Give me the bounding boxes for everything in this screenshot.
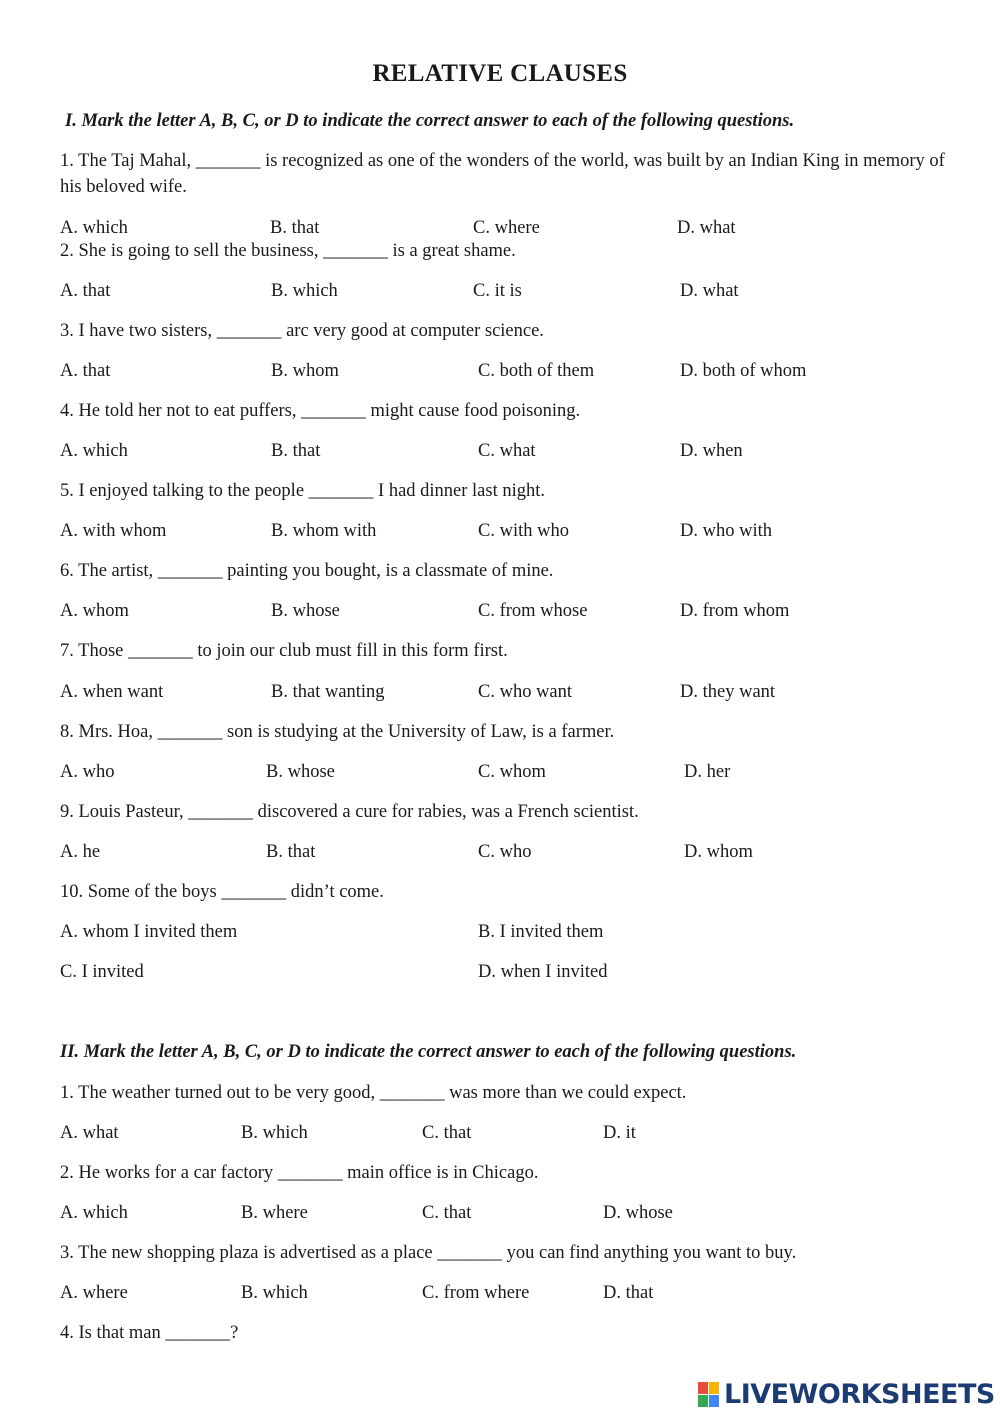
option-1-7-b[interactable]: B. that wanting <box>271 682 385 702</box>
question-1-2: 2. She is going to sell the business, _______ is a great shame. <box>60 241 516 261</box>
option-1-10-b[interactable]: B. I invited them <box>478 922 604 942</box>
option-2-2-d[interactable]: D. whose <box>603 1203 673 1223</box>
option-1-8-b[interactable]: B. whose <box>266 762 335 782</box>
option-1-5-a[interactable]: A. with whom <box>60 521 167 541</box>
option-2-1-b[interactable]: B. which <box>241 1123 308 1143</box>
option-1-7-d[interactable]: D. they want <box>680 682 776 702</box>
option-1-6-a[interactable]: A. whom <box>60 601 129 621</box>
option-2-3-c[interactable]: C. from where <box>422 1283 530 1303</box>
option-1-5-b[interactable]: B. whom with <box>271 521 377 541</box>
option-1-1-a[interactable]: A. which <box>60 218 128 238</box>
question-1-6: 6. The artist, _______ painting you bought, is a classmate of mine. <box>60 561 554 581</box>
option-1-8-c[interactable]: C. whom <box>478 762 546 782</box>
option-2-3-d[interactable]: D. that <box>603 1283 654 1303</box>
option-1-9-a[interactable]: A. he <box>60 842 101 862</box>
option-1-3-d[interactable]: D. both of whom <box>680 361 807 381</box>
option-1-6-c[interactable]: C. from whose <box>478 601 588 621</box>
question-1-1: 1. The Taj Mahal, _______ is recognized as one of the wonders of the world, was built by an Indian King in memory of his beloved wife. <box>60 151 945 197</box>
option-2-3-a[interactable]: A. where <box>60 1283 128 1303</box>
option-1-3-a[interactable]: A. that <box>60 361 111 381</box>
option-1-4-a[interactable]: A. which <box>60 441 128 461</box>
option-1-4-b[interactable]: B. that <box>271 441 321 461</box>
liveworksheets-logo-icon <box>698 1380 720 1408</box>
option-2-1-a[interactable]: A. what <box>60 1123 119 1143</box>
question-2-2: 2. He works for a car factory _______ main office is in Chicago. <box>60 1163 539 1183</box>
option-2-3-b[interactable]: B. which <box>241 1283 308 1303</box>
question-2-3: 3. The new shopping plaza is advertised as a place _______ you can find anything you want to buy. <box>60 1243 797 1263</box>
option-1-6-d[interactable]: D. from whom <box>680 601 790 621</box>
option-1-1-d[interactable]: D. what <box>677 218 736 238</box>
option-1-1-b[interactable]: B. that <box>270 218 320 238</box>
option-1-10-c[interactable]: C. I invited <box>60 962 144 982</box>
option-1-4-d[interactable]: D. when <box>680 441 743 461</box>
question-1-4: 4. He told her not to eat puffers, _______ might cause food poisoning. <box>60 401 581 421</box>
option-1-5-c[interactable]: C. with who <box>478 521 569 541</box>
option-2-2-b[interactable]: B. where <box>241 1203 308 1223</box>
question-1-5: 5. I enjoyed talking to the people _______ I had dinner last night. <box>60 481 546 501</box>
question-1-7: 7. Those _______ to join our club must fill in this form first. <box>60 641 508 661</box>
option-1-9-b[interactable]: B. that <box>266 842 316 862</box>
option-1-10-d[interactable]: D. when I invited <box>478 962 608 982</box>
option-1-4-c[interactable]: C. what <box>478 441 536 461</box>
logo-text: LIVEWORKSHEETS <box>724 1378 995 1410</box>
worksheet-title: RELATIVE CLAUSES <box>372 60 628 87</box>
option-1-10-a[interactable]: A. whom I invited them <box>60 922 238 942</box>
option-1-8-d[interactable]: D. her <box>684 762 731 782</box>
question-1-3: 3. I have two sisters, _______ arc very good at computer science. <box>60 321 544 341</box>
option-1-3-b[interactable]: B. whom <box>271 361 339 381</box>
option-1-7-a[interactable]: A. when want <box>60 682 164 702</box>
question-1-9: 9. Louis Pasteur, _______ discovered a cure for rabies, was a French scientist. <box>60 802 639 822</box>
option-1-9-d[interactable]: D. whom <box>684 842 753 862</box>
question-1-10: 10. Some of the boys _______ didn’t come. <box>60 882 384 902</box>
question-2-4: 4. Is that man _______? <box>60 1323 239 1343</box>
option-1-2-d[interactable]: D. what <box>680 281 739 301</box>
option-1-9-c[interactable]: C. who <box>478 842 532 862</box>
option-1-7-c[interactable]: C. who want <box>478 682 573 702</box>
section-2-instruction: II. Mark the letter A, B, C, or D to indicate the correct answer to each of the following questions. <box>60 1042 797 1062</box>
option-1-6-b[interactable]: B. whose <box>271 601 340 621</box>
option-2-1-d[interactable]: D. it <box>603 1123 636 1143</box>
option-2-2-c[interactable]: C. that <box>422 1203 472 1223</box>
option-1-2-b[interactable]: B. which <box>271 281 338 301</box>
option-1-3-c[interactable]: C. both of them <box>478 361 595 381</box>
option-2-2-a[interactable]: A. which <box>60 1203 128 1223</box>
section-1-instruction: I. Mark the letter A, B, C, or D to indicate the correct answer to each of the following questions. <box>65 111 795 131</box>
option-1-2-a[interactable]: A. that <box>60 281 111 301</box>
question-2-1: 1. The weather turned out to be very good, _______ was more than we could expect. <box>60 1083 687 1103</box>
question-1-8: 8. Mrs. Hoa, _______ son is studying at the University of Law, is a farmer. <box>60 722 615 742</box>
option-1-5-d[interactable]: D. who with <box>680 521 772 541</box>
liveworksheets-logo <box>698 1378 995 1410</box>
option-2-1-c[interactable]: C. that <box>422 1123 472 1143</box>
option-1-2-c[interactable]: C. it is <box>473 281 522 301</box>
option-1-1-c[interactable]: C. where <box>473 218 540 238</box>
option-1-8-a[interactable]: A. who <box>60 762 115 782</box>
